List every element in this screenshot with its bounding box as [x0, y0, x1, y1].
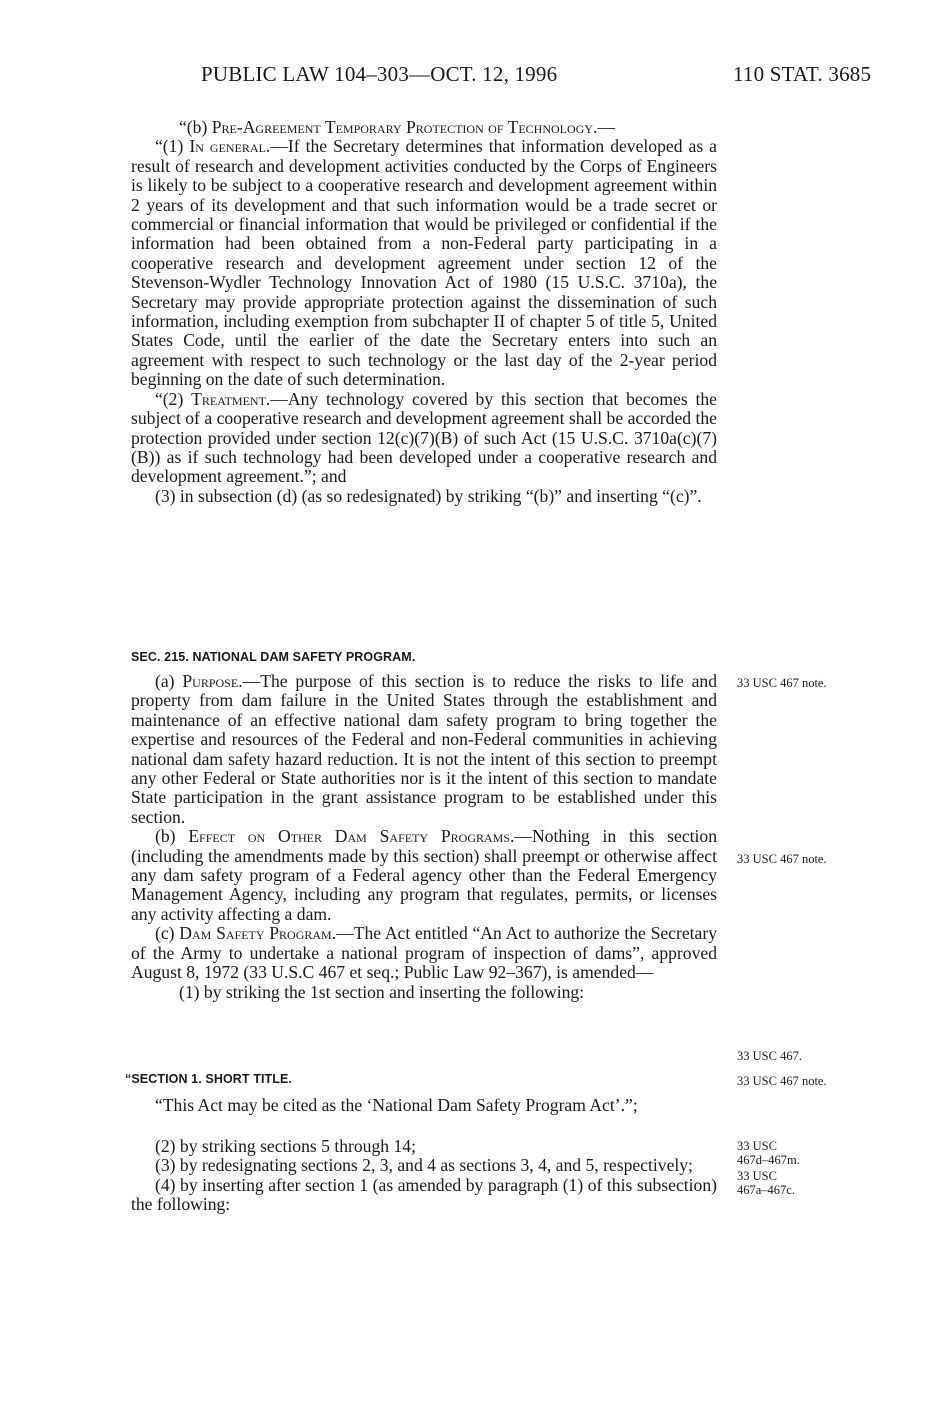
subsection-b: (b) Effect on Other Dam Safety Programs.—Nothing in this section (including the amendments made by this section) shall preempt or otherwise affect any dam safety program of a Federal agency other than the Federal Emergency Management Agency, including any program that regulates, permits, or licenses any activity affecting a dam.	[131, 826, 718, 924]
subsection-b-heading: “(b) Pre-Agreement Temporary Protection of Technology.—	[179, 117, 615, 137]
margin-note-purpose: 33 USC 467 note.	[737, 676, 827, 690]
paragraph-c3: (3) by redesignating sections 2, 3, and 4 as sections 3, 4, and 5, respectively;	[155, 1155, 693, 1176]
paragraph-c4: (4) by inserting after section 1 (as amended by paragraph (1) of this subsection) the following:	[131, 1174, 717, 1215]
quoted-short-title	[131, 1096, 717, 1115]
section-1-short-title-heading: “SECTION 1. SHORT TITLE.	[125, 1072, 292, 1086]
paragraph-c1: (1) by striking the 1st section and inserting the following:	[179, 981, 585, 1002]
subsection-b-block	[131, 118, 717, 506]
running-header-page: 110 STAT. 3685	[733, 62, 872, 86]
section-215-ab	[131, 672, 717, 1002]
margin-note-short-title: 33 USC 467 note.	[737, 1074, 827, 1088]
paragraph-1: “(1) In general.—If the Secretary determines that information developed as a result of research and development activities conducted by the Corps of Engineers is likely to be subject to a cooperative research and development agreement within 2 years of its development and that such information would be a trade secret or commercial or financial information that would be privileged or confidential if the information had been obtained from a non-Federal party participating in a cooperative research and development agreement under section 12 of the Stevenson-Wydler Technology Innovation Act of 1980 (15 U.S.C. 3710a), the Secretary may provide appropriate protection against the dissemination of such information, including exemption from subchapter II of chapter 5 of title 5, United States Code, until the earlier of the date the Secretary enters into such an agreement with respect to such technology or the last day of the 2-year period beginning on the date of such determination.	[131, 136, 717, 390]
short-title-quote: “This Act may be cited as the ‘National Dam Safety Program Act’.”;	[155, 1095, 638, 1115]
margin-note-effect: 33 USC 467 note.	[737, 852, 827, 866]
paragraphs-2-4	[131, 1137, 717, 1215]
paragraph-c2: (2) by striking sections 5 through 14;	[155, 1136, 416, 1156]
margin-note-467d-467m: 33 USC 467d–467m.	[737, 1139, 800, 1167]
margin-note-467: 33 USC 467.	[737, 1049, 802, 1063]
subsection-a: (a) Purpose.—The purpose of this section is to reduce the risks to life and property from dam failure in the United States through the establishment and maintenance of an effective national dam safety program to bring together the expertise and resources of the Federal and non-Federal communities in achieving national dam safety hazard reduction. It is not the intent of this section to preempt any other Federal or State authorities nor is it the intent of this section to mandate State participation in the grant assistance program to be established under this section.	[131, 671, 717, 827]
section-215-heading: SEC. 215. NATIONAL DAM SAFETY PROGRAM.	[131, 650, 416, 664]
subsection-c: (c) Dam Safety Program.—The Act entitled “An Act to authorize the Secretary of the Army to undertake a national program of inspection of dams”, approved August 8, 1972 (33 U.S.C 467 et seq.; Public Law 92–367), is amended—	[131, 923, 717, 983]
running-header-title: PUBLIC LAW 104–303—OCT. 12, 1996	[201, 62, 558, 86]
margin-note-467a-467c: 33 USC 467a–467c.	[737, 1169, 795, 1197]
paragraph-2: “(2) Treatment.—Any technology covered by this section that becomes the subject of a cooperative research and development agreement shall be accorded the protection provided under section 12(c)(7)(B) of such Act (15 U.S.C. 3710a(c)(7)(B)) as if such technology had been developed under a cooperative research and development agreement.”; and	[131, 388, 717, 487]
paragraph-3: (3) in subsection (d) (as so redesignated) by striking “(b)” and inserting “(c)”.	[155, 485, 702, 506]
